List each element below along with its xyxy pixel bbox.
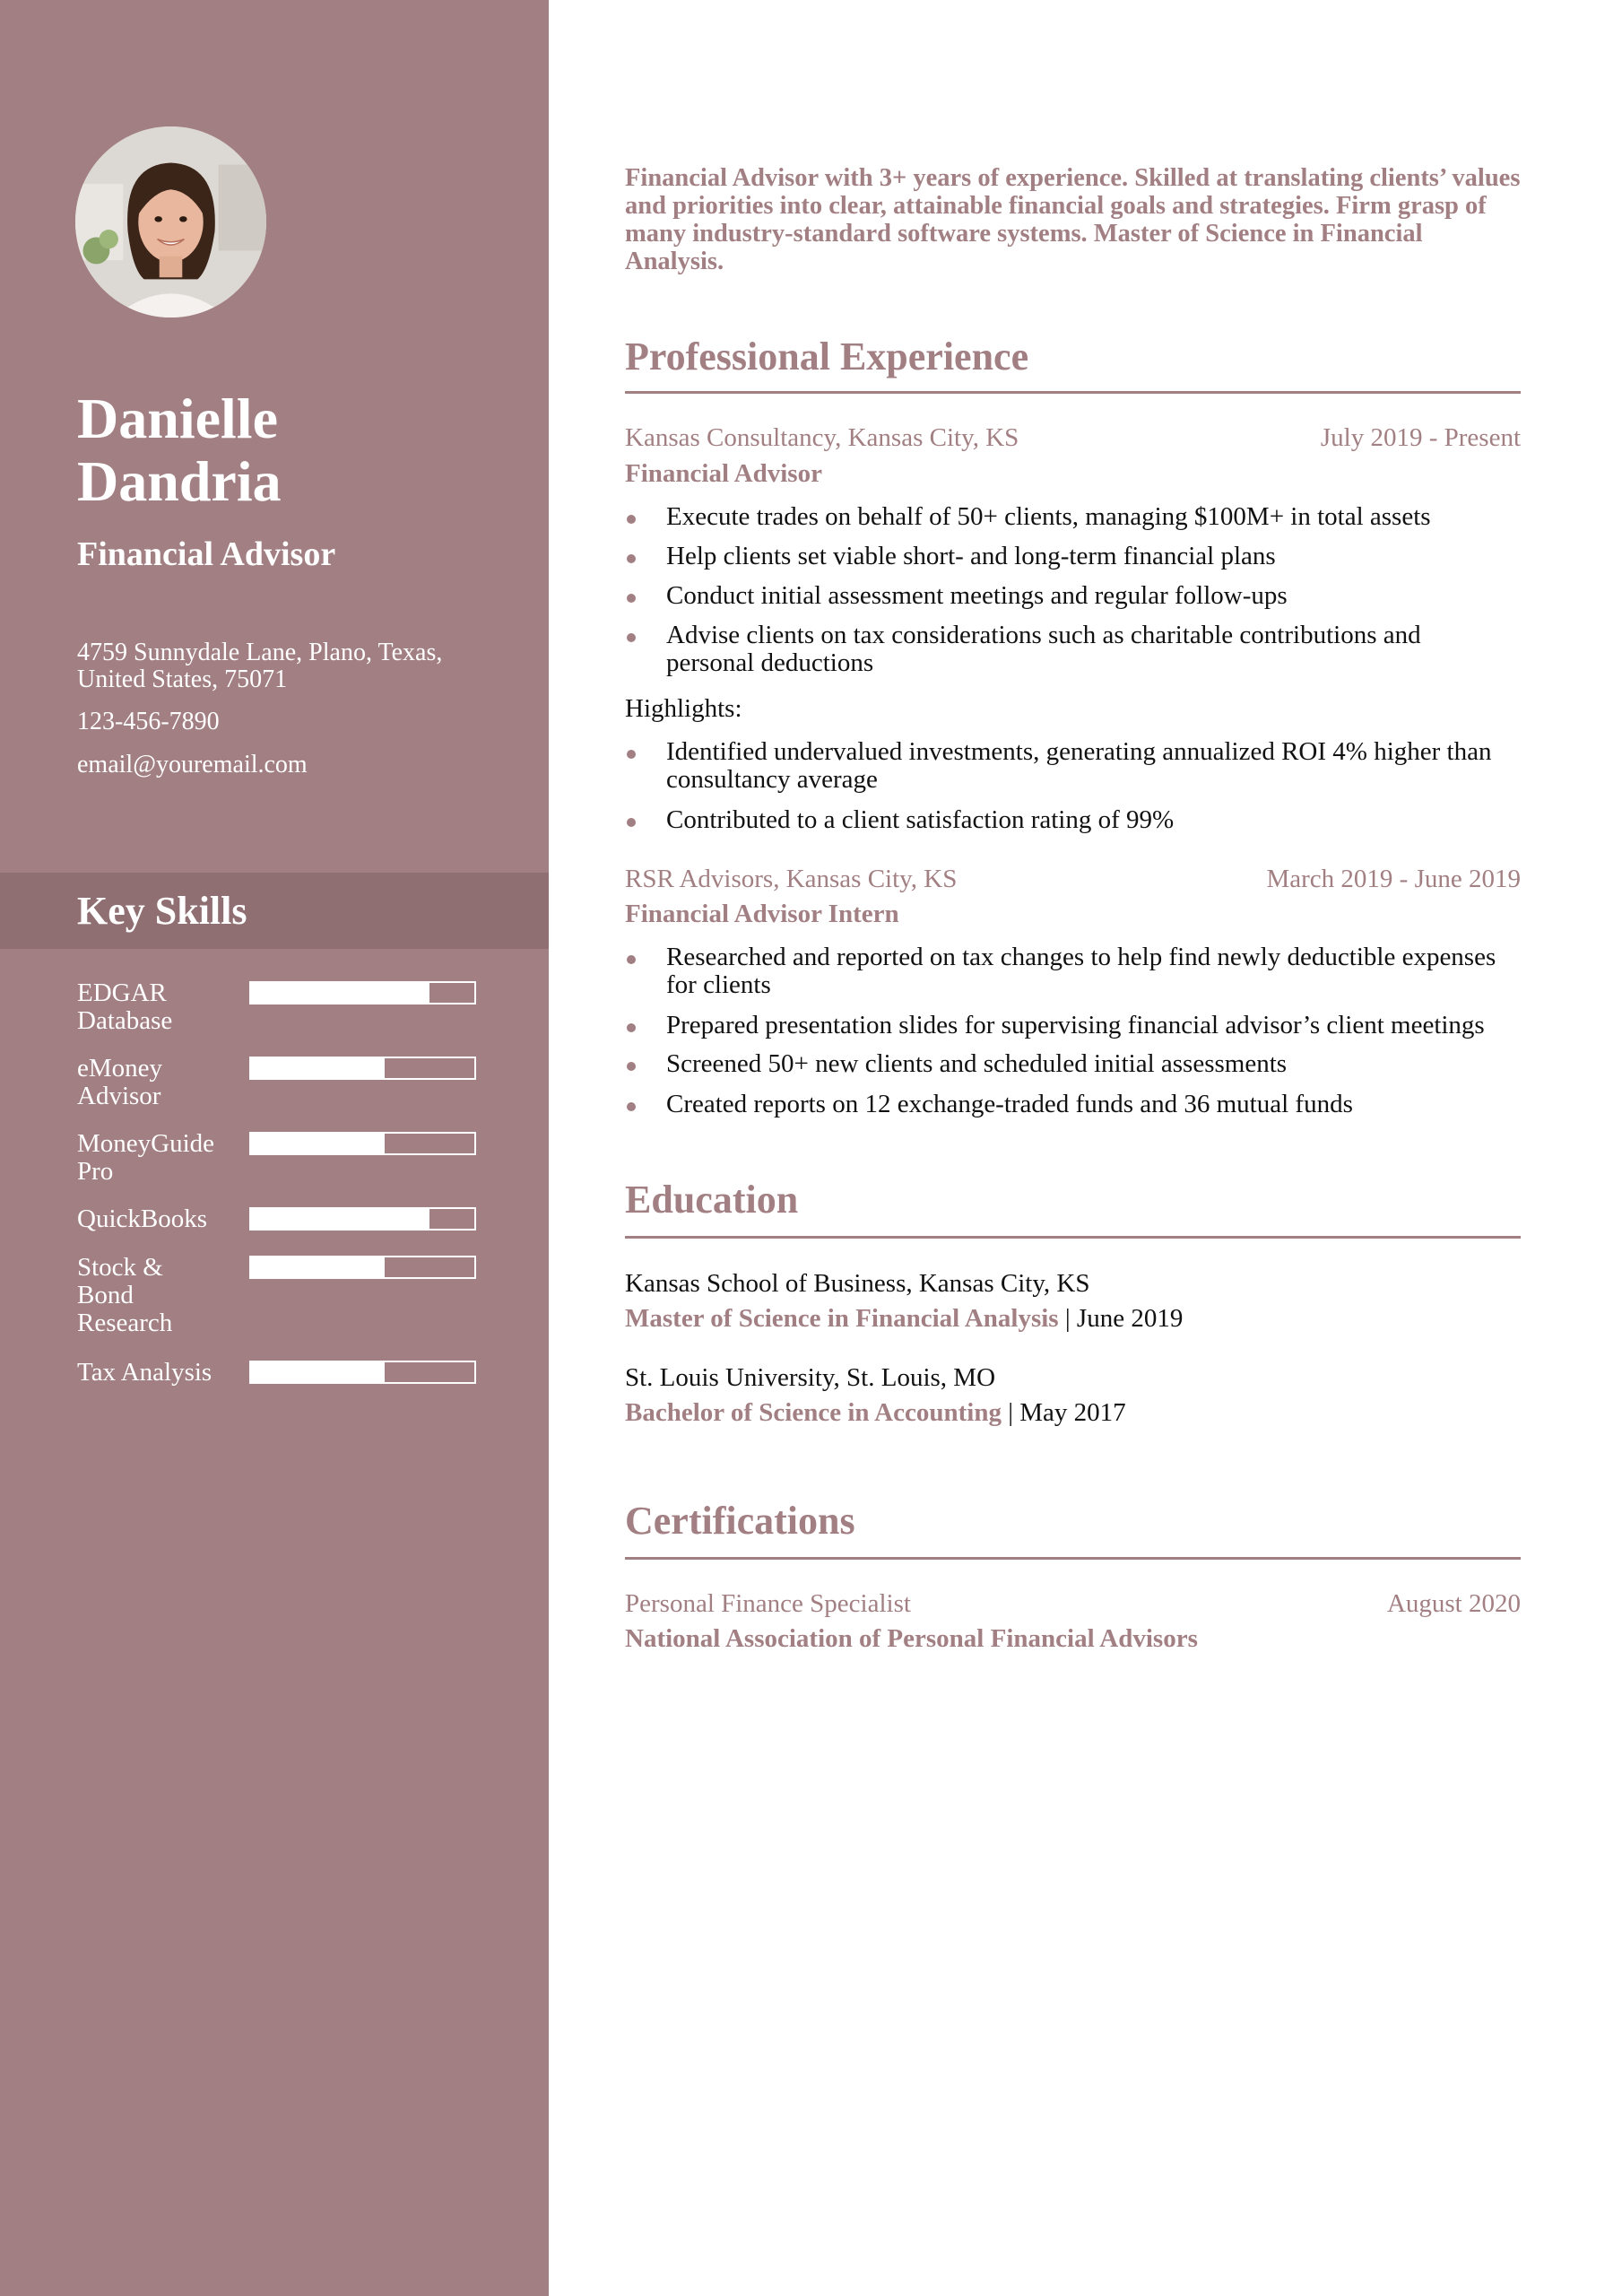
list-item: Advise clients on tax considerations such as charitable contributions and personal deductions	[625, 622, 1521, 677]
skill-label: eMoney Advisor	[77, 1054, 163, 1110]
skill-label: MoneyGuidePro	[77, 1129, 215, 1186]
education-school: Kansas School of Business, Kansas City, KS	[625, 1269, 1090, 1298]
education-school: St. Louis University, St. Louis, MO	[625, 1363, 996, 1392]
certification-name: Personal Finance Specialist	[625, 1589, 911, 1618]
certification-header	[625, 1589, 1521, 1619]
education-degree-line	[625, 1304, 1183, 1334]
first-name: Danielle	[77, 387, 278, 450]
last-name: Dandria	[77, 449, 282, 513]
address: 4759 Sunnydale Lane, Plano, Texas, United States, 75071	[77, 639, 443, 693]
skill-label: Tax Analysis	[77, 1358, 213, 1387]
education-degree: Master of Science in Financial Analysis	[625, 1304, 1059, 1333]
job-dates: March 2019 - June 2019	[1266, 865, 1521, 893]
list-item: Identified undervalued investments, generating annualized ROI 4% higher than consultancy average	[625, 738, 1521, 794]
email-link[interactable]: email@youremail.com	[77, 751, 308, 778]
certification-issuer: National Association of Personal Financial Advisors	[625, 1624, 1198, 1653]
certifications-divider	[625, 1557, 1521, 1560]
list-item: Help clients set viable short- and long-term financial plans	[625, 543, 1521, 570]
education-separator: |	[1058, 1304, 1077, 1333]
job-bullets	[625, 503, 1521, 677]
skills-heading: Key Skills	[77, 889, 247, 933]
list-item: Screened 50+ new clients and scheduled initial assessments	[625, 1050, 1521, 1078]
job-role: Financial Advisor	[625, 459, 822, 488]
education-degree-line	[625, 1398, 1126, 1428]
list-item: Prepared presentation slides for supervising financial advisor’s client meetings	[625, 1012, 1521, 1039]
job-header	[625, 865, 1521, 894]
education-degree: Bachelor of Science in Accounting	[625, 1398, 1002, 1427]
job-company: RSR Advisors, Kansas City, KS	[625, 865, 958, 893]
list-item: Conduct initial assessment meetings and regular follow-ups	[625, 582, 1521, 610]
list-item: Created reports on 12 exchange-traded funds and 36 mutual funds	[625, 1091, 1521, 1118]
candidate-title: Financial Advisor	[77, 535, 336, 573]
skill-label: QuickBooks	[77, 1205, 207, 1233]
education-date: June 2019	[1076, 1304, 1184, 1333]
certification-date: August 2020	[1386, 1589, 1521, 1618]
job-role: Financial Advisor Intern	[625, 900, 899, 928]
phone: 123-456-7890	[77, 708, 220, 735]
job-highlights	[625, 738, 1521, 834]
education-date: May 2017	[1019, 1398, 1126, 1427]
summary: Financial Advisor with 3+ years of experience. Skilled at translating clients’ values and priorities into clear, attainable financial goals and strategies. Firm grasp of many industry-standard software systems. Master of Science in Financial Analysis.	[625, 164, 1521, 275]
job-company: Kansas Consultancy, Kansas City, KS	[625, 423, 1019, 452]
education-divider	[625, 1236, 1521, 1239]
experience-divider	[625, 391, 1521, 394]
experience-heading: Professional Experience	[625, 335, 1029, 378]
certifications-heading: Certifications	[625, 1499, 855, 1543]
skill-label: Stock & Bond Research	[77, 1253, 173, 1337]
job-bullets	[625, 944, 1521, 1118]
highlights-label: Highlights:	[625, 694, 742, 723]
list-item: Researched and reported on tax changes to help find newly deductible expenses for clients	[625, 944, 1521, 999]
list-item: Contributed to a client satisfaction rating of 99%	[625, 806, 1521, 834]
job-header	[625, 423, 1521, 453]
skill-label: EDGAR Database	[77, 978, 173, 1035]
education-separator: |	[1001, 1398, 1020, 1427]
list-item: Execute trades on behalf of 50+ clients, managing $100M+ in total assets	[625, 503, 1521, 531]
education-heading: Education	[625, 1178, 799, 1222]
job-dates: July 2019 - Present	[1320, 423, 1521, 452]
